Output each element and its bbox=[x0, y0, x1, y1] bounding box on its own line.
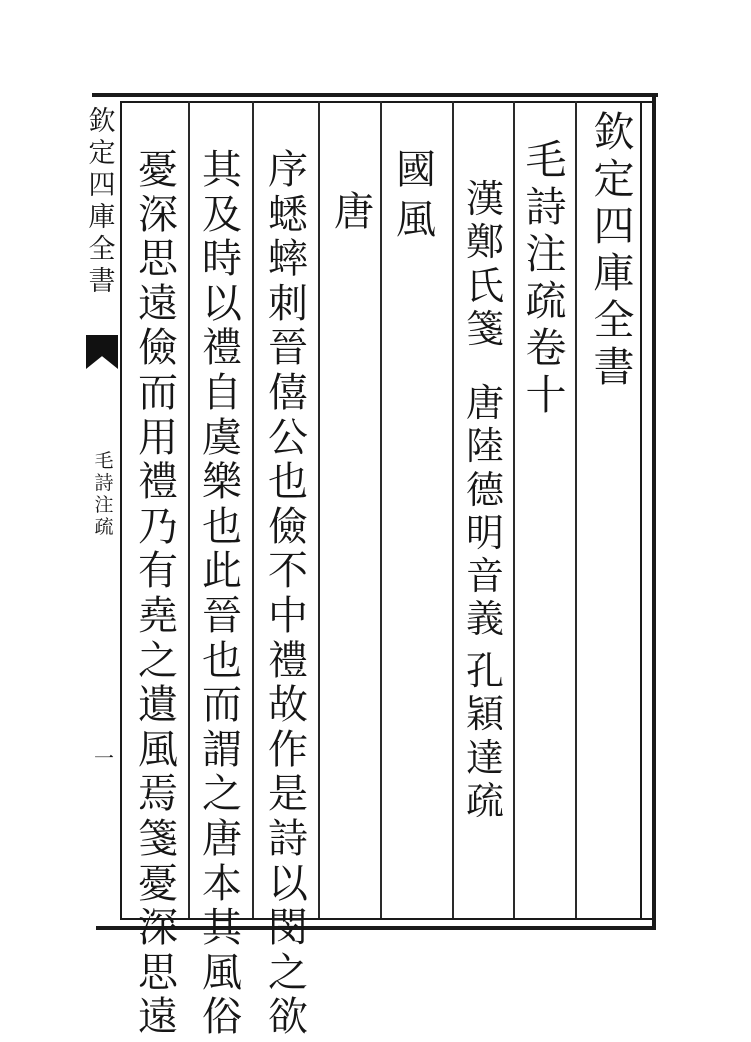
frame-top-rule bbox=[92, 93, 658, 97]
text-column-2: 其 及 時 以 禮 自 虞 樂 也 此 晉 也 而 謂 之 唐 本 其 風 俗 bbox=[202, 147, 242, 1041]
commentator-credit: 孔 穎 達 疏 bbox=[465, 649, 504, 823]
column-divider bbox=[380, 101, 382, 918]
column-divider bbox=[452, 101, 454, 918]
editor-credit: 唐 陸 德 明 音 義 bbox=[465, 381, 504, 642]
section-heading-tang: 唐 bbox=[334, 189, 374, 235]
volume-title: 毛 詩 注 疏 卷 十 bbox=[525, 136, 567, 419]
text-column-1: 序 蟋 蟀 刺 晉 僖 公 也 儉 不 中 禮 故 作 是 詩 以 閔 之 欲 bbox=[268, 147, 308, 1041]
margin-page-number: 一 bbox=[94, 746, 114, 770]
section-heading-guofeng: 國 風 bbox=[396, 147, 436, 243]
frame-outer-right-rule bbox=[652, 93, 656, 928]
column-divider bbox=[318, 101, 320, 918]
book-title-heading: 欽 定 四 庫 全 書 bbox=[593, 108, 635, 391]
column-divider bbox=[252, 101, 254, 918]
fish-tail-mark bbox=[86, 335, 118, 369]
frame-inner-right-rule bbox=[640, 101, 642, 920]
author-credit: 漢 鄭 氏 箋 bbox=[465, 177, 504, 351]
text-column-3: 憂 深 思 遠 儉 而 用 禮 乃 有 堯 之 遺 風 焉 箋 憂 深 思 遠 bbox=[138, 147, 178, 1041]
column-divider bbox=[575, 101, 577, 918]
frame-left-rule bbox=[120, 101, 122, 920]
margin-section-title: 毛 詩 注 疏 bbox=[94, 450, 114, 538]
margin-book-title: 欽 定 四 庫 全 書 bbox=[88, 106, 116, 297]
column-divider bbox=[188, 101, 190, 918]
column-divider bbox=[513, 101, 515, 918]
